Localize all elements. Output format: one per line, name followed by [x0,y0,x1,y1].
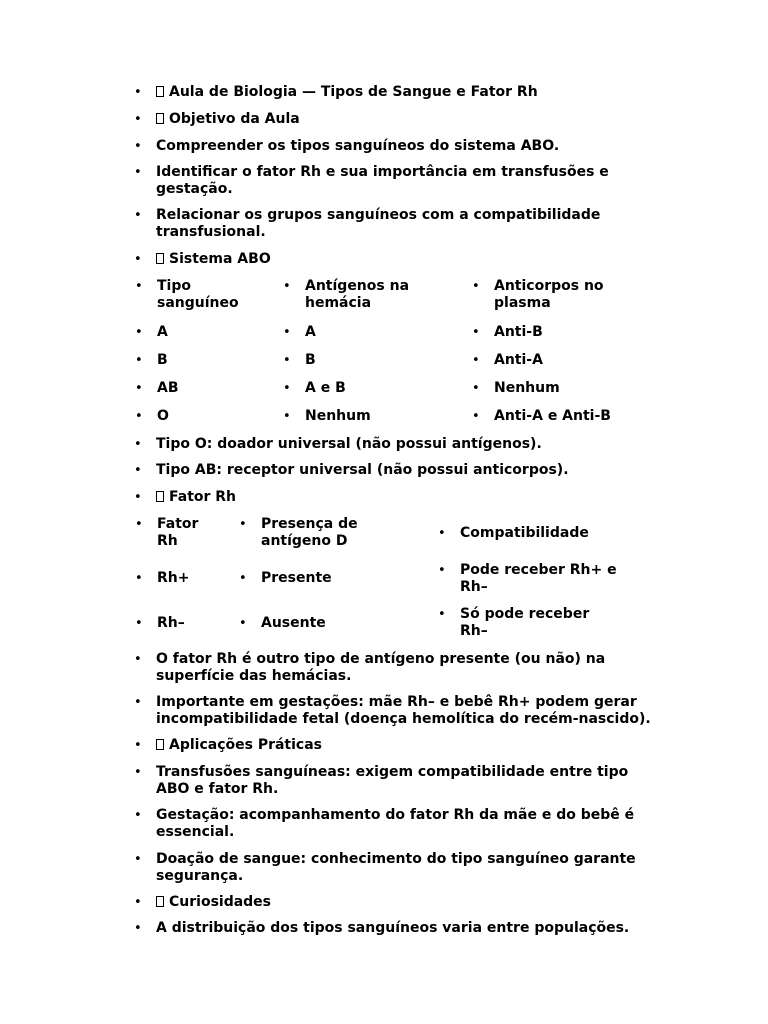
lesson-title [156,84,676,101]
abo-cell-type: • O [157,408,169,425]
objective-item: • Identificar o fator Rh e sua importância em transfusões e gestação. [156,164,626,198]
rh-heading-text: Fator Rh [169,489,237,505]
objective-heading-text: Objetivo da Aula [169,111,300,127]
rh-cell-presence: • Presente [261,570,332,587]
abo-header-antigens: • Antígenos na hemácia [305,278,435,312]
abo-heading-text: Sistema ABO [169,251,271,267]
curiosities-heading-text: Curiosidades [169,894,272,910]
abo-cell-antibody: • Anti-A e Anti-B [494,408,611,425]
abo-cell-type: • AB [157,380,179,397]
rh-note: • Importante em gestações: mãe Rh– e bebê Rh+ podem gerar incompatibilidade fetal (doença hemolítica do recém-nascido). [156,694,676,728]
abo-cell-antigen: • A e B [305,380,346,397]
abo-cell-antigen: • A [305,324,316,341]
abo-cell-antibody: • Anti-B [494,324,543,341]
rh-note: • O fator Rh é outro tipo de antígeno presente (ou não) na superfície das hemácias. [156,651,636,685]
abo-note: • Tipo AB: receptor universal (não possui anticorpos). [156,462,676,479]
placeholder-glyph-icon [156,253,164,264]
curiosities-heading [156,894,676,911]
abo-cell-antibody: • Nenhum [494,380,560,397]
objective-item: • Compreender os tipos sanguíneos do sistema ABO. [156,138,676,155]
abo-header-antibodies: • Anticorpos no plasma [494,278,624,312]
applications-item: • Gestação: acompanhamento do fator Rh da mãe e do bebê é essencial. [156,807,656,841]
lesson-title-text: Aula de Biologia — Tipos de Sangue e Fator Rh [169,84,538,100]
abo-cell-antibody: • Anti-A [494,352,543,369]
placeholder-glyph-icon [156,896,164,907]
abo-cell-type: • B [157,352,168,369]
applications-heading-text: Aplicações Práticas [169,737,323,753]
rh-header-antigen-d: • Presença de antígeno D [261,516,371,550]
placeholder-glyph-icon [156,86,164,97]
abo-cell-antigen: • Nenhum [305,408,371,425]
abo-cell-type: • A [157,324,168,341]
objective-item: • Relacionar os grupos sanguíneos com a compatibilidade transfusional. [156,207,626,241]
rh-heading [156,489,676,506]
rh-header-factor: • Fator Rh [157,516,212,550]
placeholder-glyph-icon [156,739,164,750]
applications-item: • Doação de sangue: conhecimento do tipo sanguíneo garante segurança. [156,851,656,885]
rh-cell-compatibility: • Pode receber Rh+ e Rh– [460,562,620,596]
objective-heading [156,111,676,128]
curiosities-item: • A distribuição dos tipos sanguíneos varia entre populações. [156,920,676,937]
placeholder-glyph-icon [156,113,164,124]
rh-cell-factor: • Rh– [157,615,185,632]
abo-note: • Tipo O: doador universal (não possui antígenos). [156,436,676,453]
abo-heading [156,251,676,268]
applications-item: • Transfusões sanguíneas: exigem compatibilidade entre tipo ABO e fator Rh. [156,764,656,798]
rh-header-compatibility: • Compatibilidade [460,525,620,542]
applications-heading [156,737,676,754]
abo-cell-antigen: • B [305,352,316,369]
rh-cell-compatibility: • Só pode receber Rh– [460,606,620,640]
rh-cell-factor: • Rh+ [157,570,189,587]
placeholder-glyph-icon [156,491,164,502]
abo-header-blood-type: • Tipo sanguíneo [157,278,257,312]
rh-cell-presence: • Ausente [261,615,326,632]
